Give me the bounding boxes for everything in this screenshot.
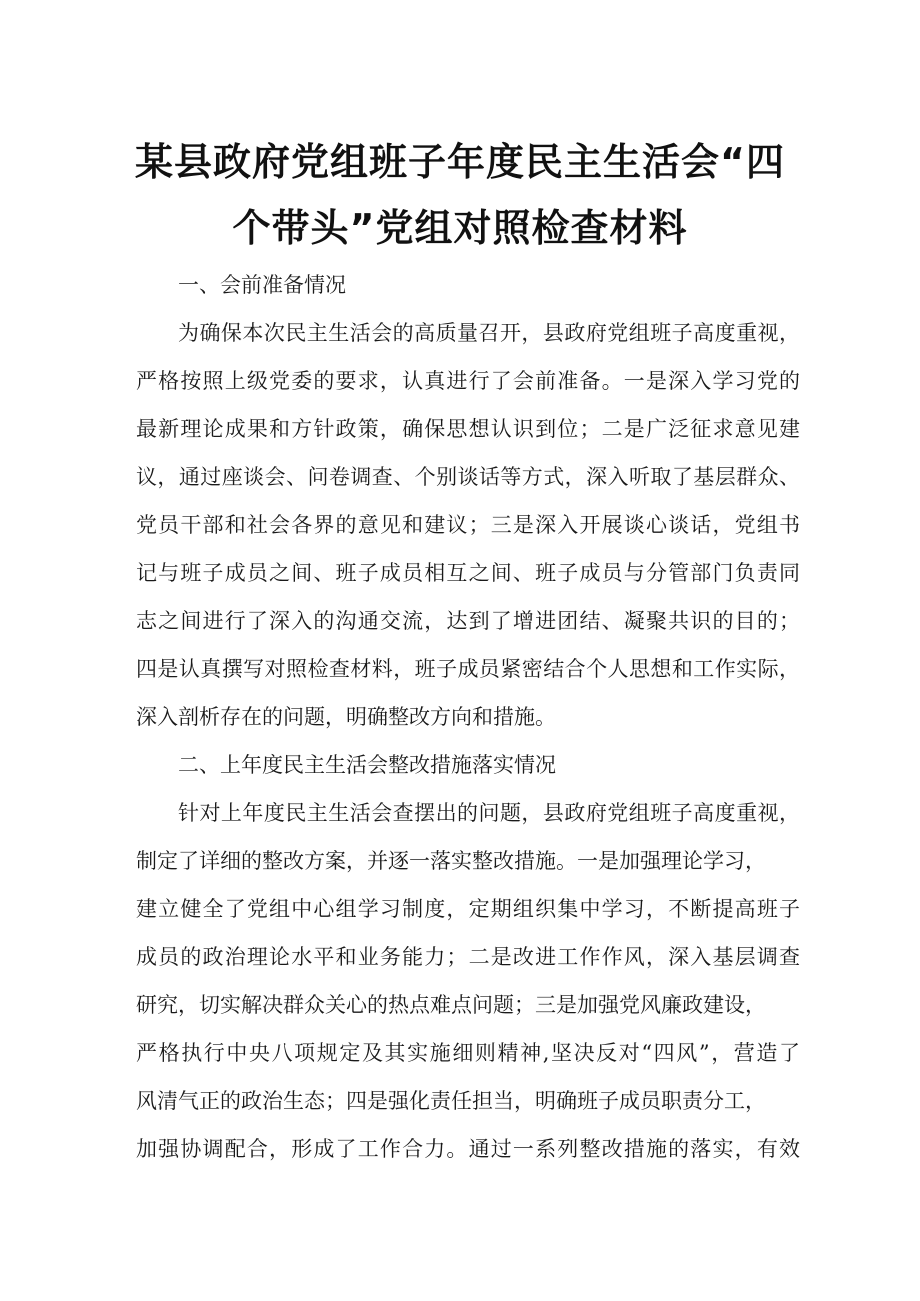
paragraph-line: 严格执行中央八项规定及其实施细则精神,坚决反对“四风”，营造了 (136, 1041, 800, 1065)
paragraph-line: 风清气正的政治生态；四是强化责任担当，明确班子成员职责分工， (136, 1089, 766, 1113)
paragraph-line: 针对上年度民主生活会查摆出的问题，县政府党组班子高度重视， (178, 801, 800, 825)
paragraph-line: 志之间进行了深入的沟通交流，达到了增进团结、凝聚共识的目的； (136, 609, 800, 633)
paragraph-line: 严格按照上级党委的要求，认真进行了会前准备。一是深入学习党的 (136, 369, 800, 393)
paragraph-line: 党员干部和社会各界的意见和建议；三是深入开展谈心谈话，党组书 (136, 513, 800, 537)
paragraph-line: 四是认真撰写对照检查材料，班子成员紧密结合个人思想和工作实际， (136, 657, 800, 681)
paragraph-line: 最新理论成果和方针政策，确保思想认识到位；二是广泛征求意见建 (136, 417, 800, 441)
document-title-line-1: 某县政府党组班子年度民主生活会“四 (135, 140, 785, 184)
paragraph-line: 为确保本次民主生活会的高质量召开，县政府党组班子高度重视， (178, 321, 800, 345)
document-title-line-2: 个带头”党组对照检查材料 (232, 206, 688, 250)
section-heading-1: 一、会前准备情况 (178, 273, 346, 297)
paragraph-line-last: 深入剖析存在的问题，明确整改方向和措施。 (136, 705, 556, 729)
paragraph-line: 研究，切实解决群众关心的热点难点问题；三是加强党风廉政建设， (136, 993, 766, 1017)
paragraph-line: 议，通过座谈会、问卷调查、个别谈话等方式，深入听取了基层群众、 (136, 465, 800, 489)
paragraph-line: 制定了详细的整改方案，并逐一落实整改措施。一是加强理论学习， (136, 849, 766, 873)
paragraph-line: 记与班子成员之间、班子成员相互之间、班子成员与分管部门负责同 (136, 561, 800, 585)
paragraph-line: 建立健全了党组中心组学习制度，定期组织集中学习，不断提高班子 (136, 897, 800, 921)
paragraph-line: 成员的政治理论水平和业务能力；二是改进工作作风，深入基层调查 (136, 945, 800, 969)
section-heading-2: 二、上年度民主生活会整改措施落实情况 (178, 753, 556, 777)
paragraph-line: 加强协调配合，形成了工作合力。通过一系列整改措施的落实，有效 (136, 1137, 800, 1161)
